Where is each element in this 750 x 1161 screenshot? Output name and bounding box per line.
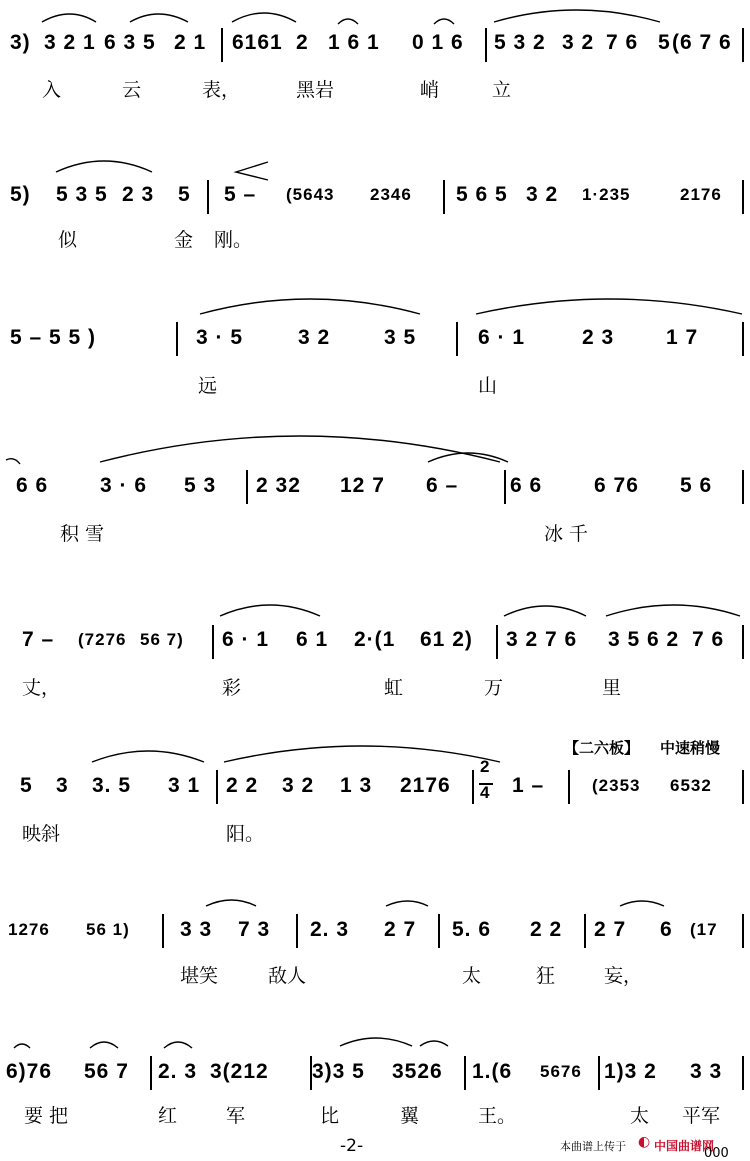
note-group: 5) [10, 183, 31, 206]
page-number: -2- [340, 1136, 364, 1156]
note-group: (6 7 6 [672, 31, 732, 54]
edge-digits: 000 [704, 1146, 729, 1161]
note-group: 3. 5 [92, 774, 132, 797]
note-group: 3 · 5 [196, 326, 244, 349]
lyric: 万 [484, 677, 504, 699]
note-group: 5 – [224, 183, 257, 206]
lyric: 军 [226, 1105, 246, 1127]
note-group: 2 2 [226, 774, 259, 797]
note-group: (7276 [78, 630, 127, 649]
lyric: 金 [174, 229, 194, 251]
note-group: 2 3 [582, 326, 615, 349]
note-group: 2 7 [594, 918, 627, 941]
lyric: 敌人 [268, 965, 307, 987]
section-label: 【二六板】 [564, 739, 640, 757]
note-group: 6)76 [6, 1060, 53, 1083]
note-group: 5 [20, 774, 33, 797]
lyric: 要 把 [24, 1105, 69, 1127]
note-group: 7 6 [606, 31, 639, 54]
note-group: 2 [296, 31, 309, 54]
lyric: 积 雪 [60, 523, 105, 545]
lyric: 妄， [604, 965, 643, 987]
lyric: 里 [602, 677, 622, 699]
site-logo: 中国曲谱网 [654, 1139, 715, 1153]
note-group: 5 3 5 [56, 183, 108, 206]
note-group: 3 1 [168, 774, 201, 797]
note-group: (17 [690, 920, 718, 939]
note-group: 6 – [426, 474, 459, 497]
slur [386, 901, 428, 906]
lyric: 冰 千 [544, 523, 589, 545]
logo-icon: ◐ [638, 1134, 651, 1150]
note-group: 6 6 [510, 474, 543, 497]
note-group: 5 6 5 [456, 183, 508, 206]
lyric: 映斜 [22, 823, 61, 845]
slur [606, 605, 740, 616]
slur [338, 19, 358, 24]
lyric: 峭 [420, 79, 440, 101]
note-group: 6 · 1 [222, 628, 270, 651]
note-group: 2. 3 [310, 918, 350, 941]
note-group: 5 3 [184, 474, 217, 497]
lyric: 入 [42, 79, 62, 101]
lyric: 王。 [478, 1105, 517, 1127]
note-group: 6 3 5 [104, 31, 156, 54]
note-group: 6 76 [594, 474, 639, 497]
lyric: 立 [492, 79, 512, 101]
note-group: 6532 [670, 776, 712, 795]
note-group: 3 2 [526, 183, 559, 206]
time-signature-bottom: 4 [480, 783, 491, 802]
note-group: 6 · 1 [478, 326, 526, 349]
note-group: 2 7 [384, 918, 417, 941]
slur [206, 900, 256, 906]
note-group: 2 32 [256, 474, 301, 497]
note-group: 0 1 6 [412, 31, 464, 54]
note-group: 3) [10, 31, 31, 54]
note-group: 6 [660, 918, 673, 941]
slur [232, 13, 296, 22]
lyric: 红 [158, 1105, 178, 1127]
note-group: 3)3 5 [312, 1060, 365, 1083]
note-group: 56 7 [84, 1060, 129, 1083]
lyric: 表， [202, 79, 241, 101]
lyric: 虹 [384, 677, 404, 699]
slur [420, 1041, 448, 1046]
note-group: (5643 [286, 185, 335, 204]
note-group: 1276 [8, 920, 50, 939]
slur [476, 299, 742, 314]
note-group: 56 1) [86, 920, 130, 939]
lyric: 狂 [536, 965, 556, 987]
note-group: 2176 [400, 774, 451, 797]
note-group: 5 [658, 31, 671, 54]
note-group: 3 3 [180, 918, 213, 941]
slur [340, 1038, 412, 1046]
note-group: 2176 [680, 185, 722, 204]
note-group: 1)3 2 [604, 1060, 657, 1083]
lyric: 山 [478, 375, 498, 397]
note-group: 2 3 [122, 183, 155, 206]
note-group: 2346 [370, 185, 412, 204]
note-group: 12 7 [340, 474, 385, 497]
note-group: 3 3 [690, 1060, 723, 1083]
slur [14, 1044, 30, 1048]
note-group: 3 2 7 6 [506, 628, 578, 651]
slur [130, 14, 188, 22]
slur [90, 1042, 118, 1048]
note-group: 3 · 6 [100, 474, 148, 497]
tempo-label: 中速稍慢 [660, 739, 721, 757]
note-group: 1·235 [582, 185, 631, 204]
slur [494, 10, 660, 22]
note-group: 2·(1 [354, 628, 396, 651]
lyric: 翼 [400, 1105, 420, 1127]
slur [504, 606, 586, 616]
note-group: 6161 [232, 31, 283, 54]
slur [220, 605, 320, 616]
note-group: 3(212 [210, 1060, 269, 1083]
slur [224, 746, 500, 762]
upload-credit: 本曲谱上传于 [560, 1140, 626, 1153]
note-group: 5. 6 [452, 918, 492, 941]
lyric: 云 [122, 79, 142, 101]
slur [92, 751, 204, 762]
slur [6, 459, 20, 464]
note-group: 2 2 [530, 918, 563, 941]
note-group: 1 6 1 [328, 31, 380, 54]
lyric: 太 [462, 965, 482, 987]
note-group: 5676 [540, 1062, 582, 1081]
note-group: 61 2) [420, 628, 473, 651]
note-group: 3 [56, 774, 69, 797]
note-group: 7 3 [238, 918, 271, 941]
lyric: 平军 [682, 1105, 721, 1127]
time-signature-top: 2 [480, 757, 491, 776]
slur [56, 161, 152, 172]
slur [164, 1042, 192, 1048]
lyric: 似 [58, 229, 78, 251]
lyric: 太 [630, 1105, 650, 1127]
note-group: 3 2 [282, 774, 315, 797]
note-group: 56 7) [140, 630, 184, 649]
lyric: 堪笑 [180, 965, 219, 987]
note-group: 6 6 [16, 474, 49, 497]
note-group: 3 5 6 2 [608, 628, 680, 651]
note-group: 5 [178, 183, 191, 206]
lyric: 比 [320, 1105, 340, 1127]
slur [620, 901, 664, 906]
lyric: 刚。 [214, 229, 253, 251]
lyric: 彩 [222, 677, 242, 699]
note-group: 6 1 [296, 628, 329, 651]
note-group: 1 7 [666, 326, 699, 349]
note-group: 3 2 [298, 326, 331, 349]
hairpin [236, 162, 268, 180]
lyric: 阳。 [226, 823, 265, 845]
note-group: 1 3 [340, 774, 373, 797]
slur [434, 19, 454, 24]
note-group: 3 2 1 [44, 31, 96, 54]
note-group: 1 – [512, 774, 545, 797]
slur [42, 14, 96, 22]
lyric: 丈， [22, 677, 61, 699]
note-group: 5 6 [680, 474, 713, 497]
note-group: 5 3 2 [494, 31, 546, 54]
note-group: 3526 [392, 1060, 443, 1083]
lyric: 远 [198, 375, 218, 397]
note-group: 2. 3 [158, 1060, 198, 1083]
note-group: 3 5 [384, 326, 417, 349]
note-group: 3 2 [562, 31, 595, 54]
note-group: (2353 [592, 776, 641, 795]
slur [200, 299, 420, 314]
note-group: 7 6 [692, 628, 725, 651]
note-group: 5 – 5 5 ) [10, 326, 97, 349]
lyric: 黑岩 [296, 79, 335, 101]
note-group: 7 – [22, 628, 55, 651]
note-group: 2 1 [174, 31, 207, 54]
note-group: 1.(6 [472, 1060, 513, 1083]
